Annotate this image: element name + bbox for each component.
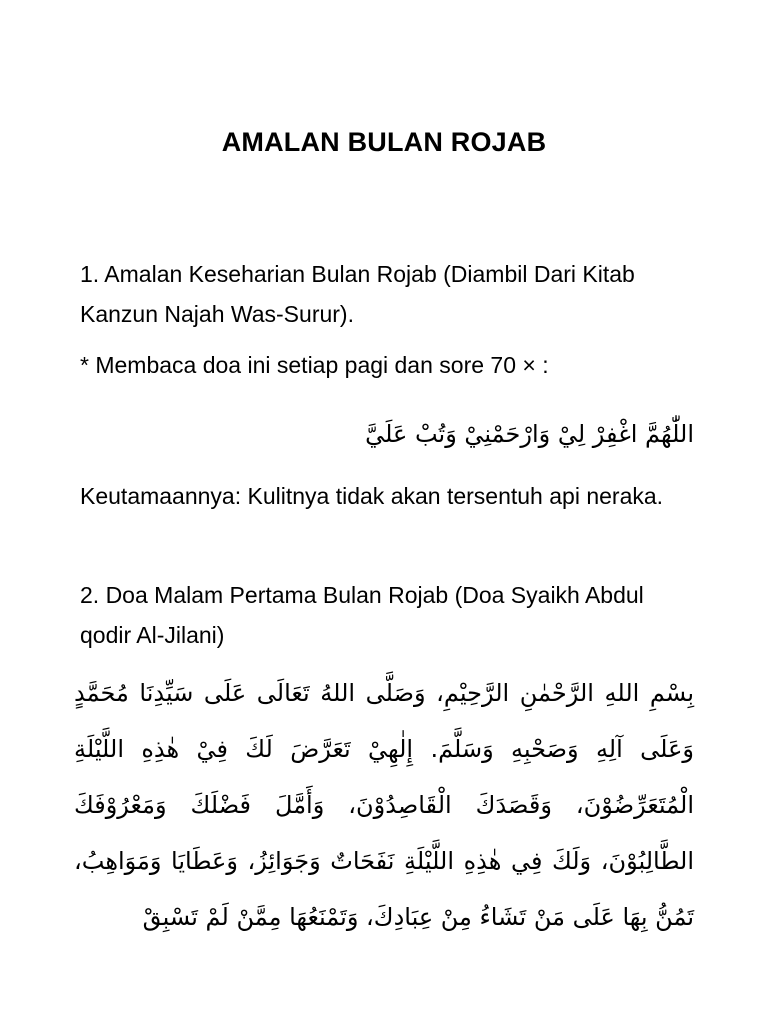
section1-arabic-doa: اللّٰهُمَّ اغْفِرْ لِيْ وَارْحَمْنِيْ وَتُبْ عَلَيَّ [365, 420, 694, 448]
section1-heading: 1. Amalan Keseharian Bulan Rojab (Diambil Dari Kitab Kanzun Najah Was-Surur). [80, 261, 635, 327]
page-title: AMALAN BULAN ROJAB [221, 127, 547, 157]
section1-instruction: * Membaca doa ini setiap pagi dan sore 70 × : [80, 352, 549, 378]
section2-arabic-doa: بِسْمِ اللهِ الرَّحْمٰنِ الرَّحِيْمِ، وَصَلَّى اللهُ تَعَالَى عَلَى سَيِّدِنَا مُحَمَّدٍ وَعَلَى آلِهِ وَصَحْبِهِ وَسَلَّمَ. إِلٰهِيْ تَعَرَّضَ لَكَ فِيْ هٰذِهِ اللَّيْلَةِ الْمُتَعَرِّضُوْنَ، وَقَصَدَكَ الْقَاصِدُوْنَ، وَأَمَّلَ فَضْلَكَ وَمَعْرُوْفَكَ الطَّالِبُوْنَ، وَلَكَ فِي هٰذِهِ اللَّيْلَةِ نَفَحَاتٌ وَجَوَائِزُ، وَعَطَايَا وَمَوَاهِبُ، تَمُنُّ بِهَا عَلَى مَنْ تَشَاءُ مِنْ عِبَادِكَ، وَتَمْنَعُهَا مِمَّنْ لَمْ تَسْبِقْ [74, 679, 694, 931]
section1-virtue: Keutamaannya: Kulitnya tidak akan tersentuh api neraka. [80, 483, 664, 509]
section2-heading: 2. Doa Malam Pertama Bulan Rojab (Doa Syaikh Abdul qodir Al-Jilani) [80, 582, 644, 648]
